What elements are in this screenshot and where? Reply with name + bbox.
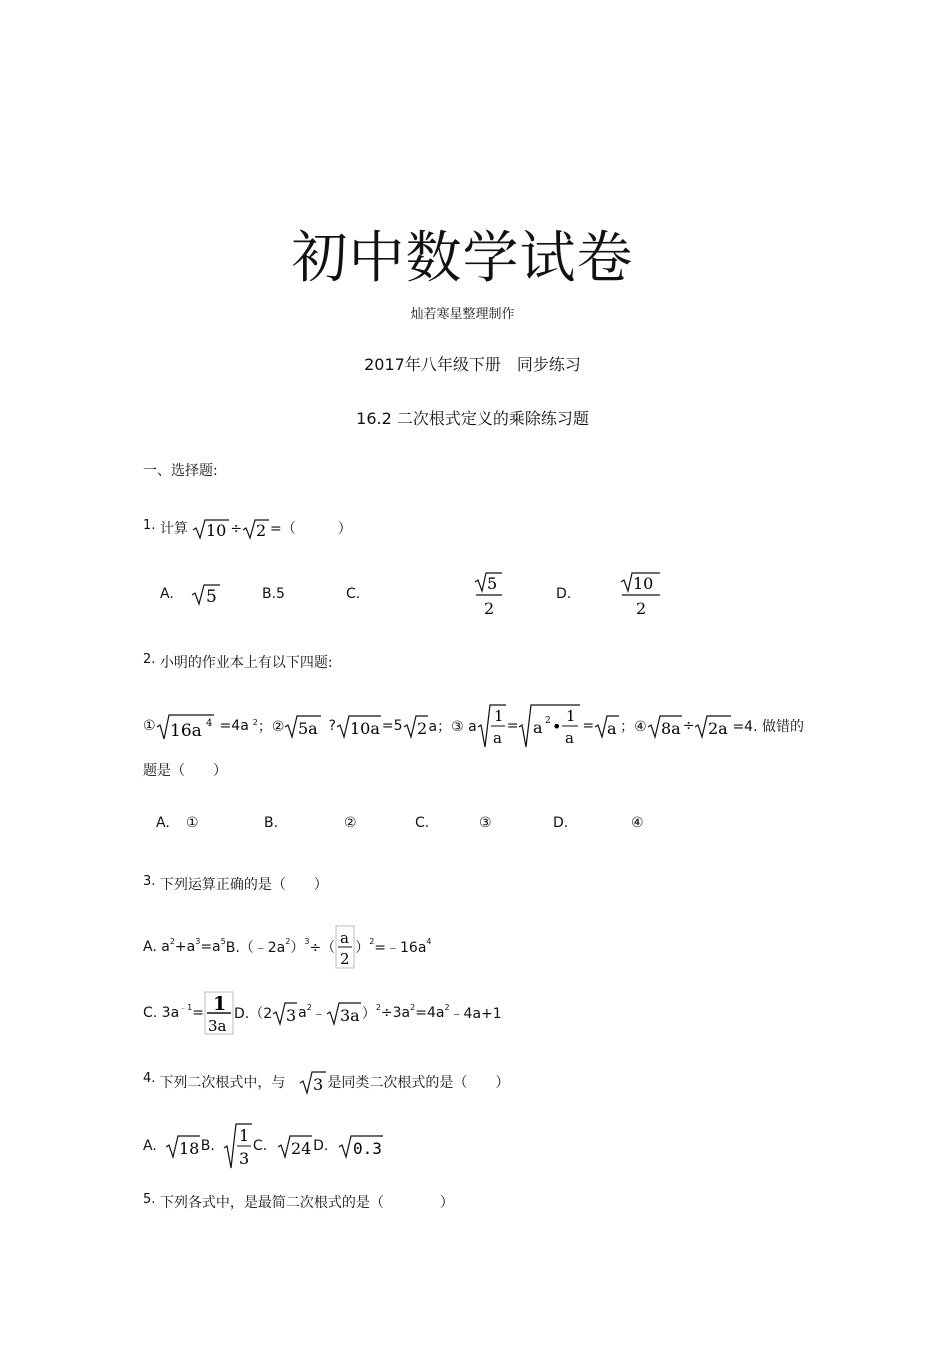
svg-text:1: 1: [493, 707, 504, 725]
sqrt-10a: [336, 713, 382, 739]
svg-text:2a: 2a: [708, 719, 729, 738]
divide-sign: ÷: [682, 718, 695, 734]
exponent: ﹣1: [179, 1002, 193, 1012]
exponent: 3: [195, 936, 201, 946]
exponent: 2: [444, 1002, 450, 1012]
svg-text:a: a: [533, 718, 543, 737]
svg-text:2: 2: [340, 950, 350, 968]
sqrt-a: [594, 713, 620, 739]
option-a-label: A.: [143, 1138, 157, 1154]
svg-text:1: 1: [566, 707, 576, 725]
separator: ；④: [620, 719, 647, 735]
q1-option-c-fraction: [474, 570, 504, 622]
exponent: 2: [375, 1002, 381, 1012]
sqrt-expression: [192, 518, 230, 540]
option-c-label: C.: [252, 1138, 268, 1154]
question-stem: 小明的作业本上有以下四题:: [159, 655, 333, 671]
question-1: [143, 518, 352, 540]
svg-text:5a: 5a: [298, 719, 319, 738]
question-number: 3.: [143, 874, 156, 889]
svg-text:10a: 10a: [349, 719, 380, 738]
radicand: 10: [206, 521, 227, 540]
q1-option-c-label: C.: [346, 586, 361, 602]
q1-option-d-label: D.: [556, 586, 572, 602]
q1-option-a-value: [191, 582, 221, 610]
q4-options: [143, 1122, 384, 1170]
svg-text:3: 3: [286, 1006, 297, 1025]
option-b-text: ÷（: [309, 940, 336, 956]
question-5: [143, 1192, 454, 1212]
sqrt-3a: [326, 1000, 362, 1026]
equals-text: =4. 做错的: [732, 719, 804, 735]
sqrt-24: [277, 1133, 313, 1159]
sqrt-1-over-3: [223, 1122, 253, 1170]
sqrt-1-over-a: [477, 703, 507, 749]
sqrt-0-3: [338, 1133, 384, 1159]
option-b-text: ）: [355, 940, 370, 956]
author-credit: 灿若寒星整理制作: [410, 307, 515, 322]
svg-text:16a: 16a: [169, 721, 202, 741]
svg-text:5: 5: [487, 574, 498, 593]
q3-options-cd: [143, 990, 502, 1036]
sqrt-3: [272, 1000, 298, 1026]
equals-sign: =: [582, 718, 595, 734]
svg-text:2: 2: [484, 599, 495, 618]
exponent: 2: [252, 717, 258, 727]
answer-blank: =（ ）: [270, 521, 352, 537]
q2-option-c-label: C.: [415, 815, 430, 831]
exam-subtitle: 2017年八年级下册 同步练习: [364, 355, 581, 374]
item-marker: ①: [143, 718, 156, 734]
svg-text:1: 1: [213, 993, 227, 1015]
q1-option-a-label: A.: [160, 586, 174, 602]
svg-text:a: a: [340, 929, 350, 947]
question-stem: 下列二次根式中，与: [159, 1075, 286, 1091]
sqrt-a2-times-1-over-a: [518, 703, 582, 749]
option-d-text: ﹣4a+1: [449, 1006, 502, 1022]
q2-option-a-value: ①: [186, 815, 199, 831]
option-b-label: B.: [200, 1138, 215, 1154]
fraction-a-over-2: [335, 925, 355, 969]
svg-text:1: 1: [238, 1126, 250, 1145]
exponent: 5: [220, 936, 226, 946]
section-heading: 一、选择题:: [143, 463, 218, 479]
svg-text:•: •: [552, 717, 562, 736]
question-stem: 下列运算正确的是（ ）: [159, 877, 328, 893]
page-title: 初中数学试卷: [291, 226, 634, 291]
svg-text:2: 2: [545, 716, 552, 726]
sqrt-5a: [284, 713, 322, 739]
option-c-text: C. 3a: [143, 1005, 180, 1021]
question-number: 4.: [143, 1070, 156, 1086]
question-2: [143, 652, 333, 672]
sqrt-2a: [694, 713, 732, 739]
q1-option-b: B.5: [262, 586, 285, 602]
divide-sign: ÷: [230, 521, 243, 537]
q2-option-c-value: ③: [479, 815, 492, 831]
exponent: 3: [304, 936, 310, 946]
option-a-text: A. a: [143, 939, 170, 955]
question-stem-continued: 题是（ ）: [143, 763, 227, 779]
option-d-label: D.: [313, 1138, 329, 1154]
separator: ；②: [257, 719, 285, 735]
sqrt-16a4: [156, 711, 218, 741]
exponent: 2: [306, 1002, 312, 1012]
sqrt-2: [403, 713, 429, 739]
fraction-1-over-3a: [204, 991, 234, 1035]
q2-option-d-label: D.: [553, 815, 569, 831]
sqrt-expression: [242, 518, 270, 540]
question-stem: 下列各式中，是最简二次根式的是（ ）: [159, 1195, 454, 1211]
option-c-text: =: [192, 1005, 204, 1021]
sqrt-3: [299, 1069, 327, 1095]
question-stem: 计算: [159, 521, 188, 537]
option-b-text: B.（﹣2a: [225, 940, 286, 956]
option-b-text: =﹣16a: [374, 940, 427, 956]
option-d-text: a: [298, 1005, 307, 1021]
option-a-text: =a: [200, 939, 221, 955]
question-stem: 是同类二次根式的是（ ）: [327, 1075, 510, 1091]
question-number: 5.: [143, 1192, 156, 1207]
equals-sign: =: [506, 718, 519, 734]
option-b-text: ）: [290, 940, 305, 956]
equals-text: =5: [381, 718, 403, 734]
svg-text:a: a: [565, 729, 575, 747]
sqrt-8a: [647, 713, 683, 739]
q2-statements: [143, 702, 804, 750]
question-mark: ?: [328, 718, 336, 734]
exponent: 2: [169, 936, 175, 946]
svg-text:3a: 3a: [208, 1017, 227, 1035]
sqrt-18: [165, 1133, 201, 1159]
q2-option-b-label: B.: [264, 815, 279, 831]
question-number: 2.: [143, 652, 156, 667]
svg-text:24: 24: [291, 1139, 312, 1158]
radicand: 2: [256, 521, 267, 540]
svg-text:3: 3: [238, 1149, 250, 1168]
exponent: 2: [285, 936, 291, 946]
option-d-text: D.（2: [234, 1006, 273, 1022]
q3-options-ab: [143, 924, 432, 970]
option-a-text: +a: [174, 939, 196, 955]
svg-text:3a: 3a: [339, 1006, 360, 1025]
svg-text:18: 18: [178, 1139, 200, 1158]
svg-text:8a: 8a: [660, 719, 681, 738]
svg-text:2: 2: [416, 719, 427, 738]
question-4: [143, 1068, 509, 1096]
equals-text: =4a: [219, 718, 249, 734]
q1-option-d-fraction: [620, 570, 662, 622]
exponent: 2: [410, 1002, 416, 1012]
option-d-text: ）: [361, 1006, 376, 1022]
question-number: 1.: [143, 518, 156, 533]
option-d-text: ÷3a: [380, 1005, 411, 1021]
question-3: [143, 874, 328, 894]
svg-text:4: 4: [205, 718, 212, 729]
exam-topic: 16.2 二次根式定义的乘除练习题: [356, 409, 589, 428]
svg-text:3: 3: [313, 1075, 324, 1094]
svg-text:2: 2: [636, 599, 647, 618]
option-d-text: =4a: [415, 1005, 445, 1021]
equals-text: a；③ a: [428, 719, 477, 735]
exponent: 2: [369, 936, 375, 946]
svg-text:10: 10: [633, 574, 654, 593]
svg-text:5: 5: [206, 587, 217, 606]
svg-text:a: a: [492, 729, 502, 747]
option-d-text: ﹣: [311, 1006, 326, 1022]
q2-option-a-label: A.: [156, 815, 170, 831]
svg-text:0.3: 0.3: [353, 1139, 383, 1158]
svg-text:a: a: [607, 719, 617, 738]
exponent: 4: [426, 936, 432, 946]
q2-option-d-value: ④: [631, 815, 644, 831]
q2-option-b-value: ②: [344, 815, 357, 831]
